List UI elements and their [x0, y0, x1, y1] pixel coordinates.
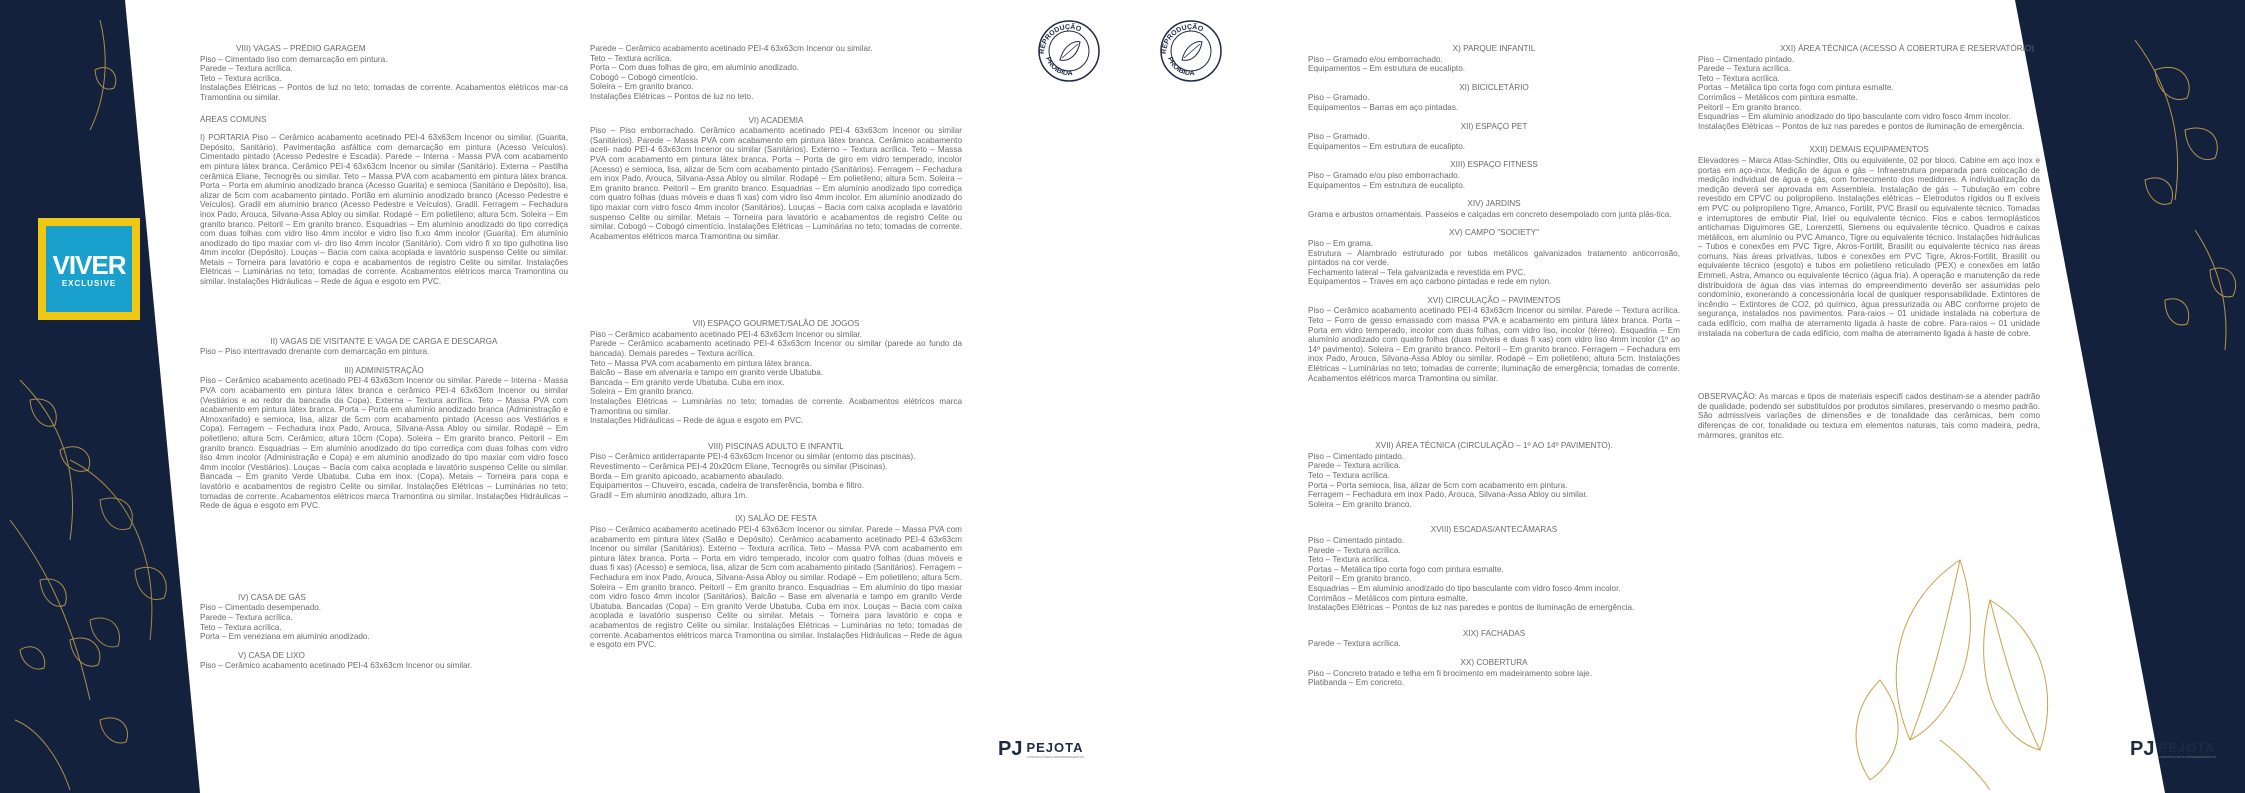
spec-column-4: [1698, 44, 2040, 449]
pejota-icon: PJ: [998, 738, 1023, 760]
section-body: Piso – Gramado. Equipamentos – Em estrutura de eucalipto.: [1308, 132, 1466, 151]
section-bicicletario: [1308, 83, 1680, 113]
section-vagas-garagem: [200, 44, 568, 103]
section-body: Piso – Piso emborrachado. Cerâmico acabamento acetinado PEI-4 63x63cm Incenor ou similar (Sanitários). Parede – Massa PVA com acabamento em pintura látex branca. Cerâmico acabamento aceti- nado PEI-4 63x63cm Incenor ou similar (Sanitários). Externo – Textura acrílica. Teto – Massa PVA com acabamento em pintura látex branca. Porta – Porta de giro em vidro temperado, incolor (Acesso) e semioca, lisa, alizar de 5cm com acabamento pintado (Sanitários). Ferragem – Fechadura em inox Pado, Arouca, Silvana-Assa Abloy ou similar. Rodapé – Em polietileno; altura 5cm. Soleira – Em granito branco. Peitoril – Em granito branco. Esquadrias – Em alumínio anodizado tipo corrediça com quatro folhas (duas móveis e duas fi xas) com vidro liso 4mm incolor. Em alumínio anodizado do tipo maxiar com vidro fosco 4mm incolor (Sanitários). Louças – Bacia com caixa acoplada e lavatório suspenso Celite ou similar. Metais – Torneira para lavatório e acabamentos de registro Celite ou similar. Cobogó – Cobogó cimentício. Instalações Elétricas – Luminárias no teto; tomadas de corrente. Acabamentos elétricos marca Tramontina ou similar.: [590, 126, 962, 241]
section-body: Elevadores – Marca Atlas-Schindler, Otis ou equivalente, 02 por bloco. Cabine em aço inox e portas em aço-inox. Medição de água e gás – Infraestrutura preparada para colocação de medição individual de água e gás, com fornecimento dos medidores. A individualização da medição deverá ser aprovada em Assembleia. Instalação de gás – Tubulação em cobre revestido em CPVC ou polipropileno. Instalações elétricas – Eletrodutos rígidos ou fl exíveis em PVC ou polipropileno Tigre, Amanco, Fortilit, PVC Brasil ou equivalente técnico. Tomadas e interruptores de embutir Pial, Iriel ou equivalente técnico. Fios e cabos termoplásticos antichamas Diguimores GE, Lorenzetti, Siemens ou equivalente técnico. Quadros e caixas metálicos, em alumínio ou PVC Amanco, Tigre ou equivalente técnico. Instalações hidráulicas – Tubos e conexões em PVC Tigre, Akros-Fortilit, Brasilit ou equivalente técnico nas áreas comuns. Nas áreas privativas, tubos e conexões em PVC Tigre, Akros-Fortilit, Brasilit ou equivalente técnico (esgoto) e tubos em polietileno reticulado (PEX) e conexões em latão Emmeti, Astra, Amanco ou equivalente técnico (água fria). A operação e manutenção da rede distribuidora de água das vias internas do empreendimento deverão ser assumidas pelo condomínio, exonerando a concessionária local de qualquer responsabilidade. Extintores de incêndio – Extintores de CO2, pó químico, água pressurizada ou ABC conforme projeto de segurança, instalados nos pavimentos. Para-raios – 01 unidade instalada na cobertura de cada edifício, com malha de aterramento ligada à haste de cobre. Para-raios – 01 unidade instalada na cobertura de cada edifício, com malha de aterramento ligada à haste de cobre.: [1698, 155, 2040, 338]
section-title: VIII) VAGAS – PRÉDIO GARAGEM: [236, 44, 366, 53]
section-title: XVIII) ESCADAS/ANTECÂMARAS: [1430, 525, 1558, 535]
svg-text:REPRODUÇÃO: [1161, 22, 1205, 54]
section-body: Parede – Cerâmico acabamento acetinado PEI-4 63x63cm Incenor ou similar. Teto – Textura acrílica. Porta – Com duas folhas de giro, em alumínio anodizado. Cobogó – Cobogó cimentício. Soleira – Em granito branco. Instalações Elétricas – Pontos de luz no teto.: [590, 44, 873, 101]
section-parque-infantil: [1308, 44, 1680, 74]
section-piscinas: [590, 442, 962, 501]
section-administracao: [200, 366, 568, 511]
stamp-bottom-text: PROIBIDA: [1166, 56, 1195, 78]
section-body: Piso – Cimentado pintado. Parede – Textura acrílica. Teto – Textura acrílica. Portas – Metálica tipo corta fogo com pintura esmalte. Corrimãos – Metálicos com pintura esmalte. Peitoril – Em granito branco. Esquadrias – Em alumínio anodizado do tipo basculante com vidro fosco 4mm incolor. Instalações Elétricas – Pontos de luz nas paredes e pontos de iluminação de emergência.: [1698, 54, 2025, 131]
section-title: XII) ESPAÇO PET: [1460, 121, 1528, 131]
viver-exclusive-logo: [38, 218, 140, 320]
section-body: Piso – Cerâmico antiderrapante PEI-4 63x63cm Incenor ou similar (entorno das piscinas). Revestimento – Cerâmica PEI-4 20x20cm Eliane, Tecnogrês ou similar (Piscinas). Borda – Em granito apicoado, acabamento abaulado. Equipamentos – Chuveiro, escada, cadeira de transferência, bomba e filtro. Gradil – Em alumínio anodizado, altura 1m.: [590, 452, 916, 500]
section-casa-lixo-cont: [590, 44, 962, 102]
section-campo-society: [1308, 228, 1680, 287]
pejota-wordmark: PEJOTA: [2158, 740, 2216, 755]
section-body: Piso – Gramado. Equipamentos – Barras em aço pintadas.: [1308, 93, 1459, 112]
section-casa-gas: [200, 593, 568, 642]
section-body: Piso – Cimentado pintado. Parede – Textura acrílica. Teto – Textura acrílica. Portas – Metálica tipo corta fogo com pintura esmalte. Peitoril – Em granito branco. Esquadrias – Em alumínio anodizado do tipo basculante com vidro fosco 4mm incolor. Corrimãos – Metálicos com pintura esmalte. Instalações Elétricas – Pontos de luz nas paredes e pontos de iluminação de emergência.: [1308, 535, 1635, 613]
section-title: XIII) ESPAÇO FITNESS: [1450, 160, 1538, 170]
spec-column-2: [590, 44, 962, 659]
section-title: XXII) DEMAIS EQUIPAMENTOS: [1809, 145, 1929, 155]
section-title: XVI) CIRCULAÇÃO – PAVIMENTOS: [1427, 295, 1561, 305]
section-title: IX) SALÃO DE FESTA: [735, 514, 817, 524]
section-body: Piso – Cimentado pintado. Parede – Textura acrílica. Teto – Textura acrílica. Porta – Porta semioca, lisa, alizar de 5cm com acabamento em pintura. Ferragem – Fechadura em inox Pado, Arouca, Silvana-Assa Abloy ou similar. Soleira – Em granito branco.: [1308, 451, 1588, 509]
section-body: Piso – Cerâmico acabamento acetinado PEI-4 63x63cm Incenor ou similar. Parede – Interna - Massa PVA com acabamento em pintura látex branca e cerâmico PEI-4 63x63cm Incenor ou similar (Vestiários e ao redor da bancada da Copa). Externa – Textura acrílica. Teto – Massa PVA com acabamento em pintura látex branca. Porta – Porta em alumínio anodizado branca (Administração e Almoxarifado) e semioca, lisa, alizar de 5cm com acabamento pintado (Acesso aos Vestiários e Copa). Ferragem – Fechadura inox Pado, Arouca, Silvana-Assa Abloy ou similar. Rodapé – Em polietileno; altura 5cm. Cerâmico; altura 10cm (Copa). Soleira – Em granito branco. Peitoril – Em granito branco. Esquadrias – Em alumínio anodizado do tipo corrediça com duas folhas com vidro liso 4mm incolor (Administração e Copa) e em alumínio anodizado do tipo maxiar com vidro fosco 4mm incolor (Vestiários). Louças – Bacia com caixa acoplada e lavatório suspenso Celite ou similar. Bancada – Em granito Verde Ubatuba. Cuba em inox. (Copa). Metais – Torneira para copa e lavatório e acabamentos de registro Celite ou similar. Instalações Elétricas – Luminárias no teto; tomadas de corrente. Acabamentos elétricos marca Tramontina ou similar. Instalações Hidráulicas – Rede de água e esgoto em PVC.: [200, 376, 568, 511]
section-observacao: [1698, 392, 2040, 440]
section-cobertura: [1308, 658, 1680, 688]
stamp-bottom-text: PROIBIDA: [1044, 56, 1073, 78]
section-body: Piso – Concreto tratado e telha em fi brocimento em madeiramento sobre laje. Platibanda – Em concreto.: [1308, 668, 1592, 688]
section-title: VI) ACADEMIA: [748, 115, 804, 125]
section-body: Piso – Em grama. Estrutura – Alambrado estruturado por tubos metálicos galvanizados tratamento anticorrosão, pintados na cor verde. Fechamento lateral – Tela galvanizada e revestida em PVC. Equipamentos – Traves em aço carbono pintadas e rede em nylon.: [1308, 238, 1680, 287]
section-body: Piso – Cimentado desempenado. Parede – Textura acrílica. Teto – Textura acrílica. Porta – Em veneziana em alumínio anodizado.: [200, 603, 370, 642]
section-area-tecnica-circulacao: [1308, 441, 1680, 509]
pejota-tagline: CONSTRUÇÕES E EMPREENDIMENTOS: [2158, 755, 2217, 759]
section-title: XXI) ÁREA TÉCNICA (ACESSO À COBERTURA E RESERVATÓRIO): [1779, 44, 2034, 53]
stamp-top-text: REPRODUÇÃO: [1160, 23, 1205, 55]
section-body: Piso – Cerâmico acabamento acetinado PEI-4 63x63cm Incenor ou similar. (Guarita, Depósito, Sanitário). Pavimentação asfáltica com demarcação em pintura (Acesso Veículos). Cimentado pintado (Acesso Pedestre e Escada). Parede – Interna - Massa PVA com acabamento em pintura látex branca. Cerâmico PEI-4 63x63cm Incenor ou similar (Sanitário). Externa – Pastilha cerâmica Eliane, Tecnogrês ou similar. Teto – Massa PVA com acabamento em pintura látex branca. Porta – Porta em alumínio anodizado branca (Acesso Guarita) e semioca (Sanitário e Depósito), lisa, alizar de 5cm com acabamento pintado. Portão em alumínio anodizado branco (Acesso Pedestre e Veículos). Gradil em alumínio branco (Acesso Pedestre e Veículos). Gradil. Ferragem – Fechadura inox Pado, Arouca, Silvana-Assa Abloy ou similar. Rodapé – Em polietileno; altura 5cm. Soleira – Em granito branco. Peitoril – Em granito branco. Esquadrias – Em alumínio anodizado do tipo corrediça com duas folhas com vidro liso 4mm incolor e vidro liso fi.xo 4mm incolor (Guarita). Em alumínio anodizado do tipo maxiar com vi- dro liso 4mm incolor (Sanitário). Com vidro fi xo tipo gulhotina liso 4mm incolor (Depósito). Louças – Bacia com caixa acoplada e lavatório suspenso Celite ou similar. Metais – Torneira para lavatório e copa e acabamentos de registro Celite ou similar. Instalações Elétricas – Luminárias no teto; tomadas de corrente. Acabamentos elétricos marca Tramontina ou similar. Instalações Hidráulicas – Rede de água e esgoto em PVC.: [200, 133, 568, 287]
section-jardins: [1308, 199, 1680, 219]
section-espaco-gourmet: [590, 319, 962, 426]
section-area-tecnica-cobertura: [1698, 44, 2040, 131]
pejota-wordmark: PEJOTA: [1026, 740, 1084, 755]
section-title: V) CASA DE LIXO: [238, 650, 305, 660]
logo-text-sub: EXCLUSIVE: [61, 279, 117, 288]
section-title: VIII) PISCINAS ADULTO E INFANTIL: [708, 441, 844, 451]
section-body: Parede – Textura acrílica.: [1308, 639, 1401, 649]
section-body: Piso – Cerâmico acabamento acetinado PEI-4 63x63cm Incenor ou similar. Parede – Massa PVA com acabamento em pintura látex (Salão e Depósito). Cerâmico acabamento acetinado PEI-4 63x63cm Incenor ou similar (Sanitários). Externo – Textura acrílica. Teto – Massa PVA com acabamento em pintura látex branca. Porta – Porta em vidro temperado, incolor com quatro folhas (duas móveis e duas fi xas) (Acesso) e semioca, lisa, alizar de 5cm com acabamento pintado (Sanitários). Ferragem – Fechadura em inox Pado, Arouca, Silvana-Assa Abloy ou similar. Rodapé – Em polietileno; altura 5cm. Soleira – Em granito branco. Peitoril – Em granito branco. Esquadrias – Em alumínio do tipo maxiar com vidro fosco 4mm incolor (Sanitários). Balcão – Base em alvenaria e tampo em granito Verde Ubatuba. Bancadas (Copa) – Em granito Verde Ubatuba. Cuba em inox. Louças – Bacia com caixa acoplada e lavatório suspenso Celite ou similar. Metais – Torneira para lavatório e copa e acabamentos de registro Celite ou similar. Instalações Elétricas – Luminárias no teto; tomadas de corrente. Acabamentos elétricos marca Tramontina ou similar. Instalações Hidráulicas – Rede de água e esgoto em PVC.: [590, 524, 962, 650]
section-fachadas: [1308, 629, 1680, 649]
section-casa-lixo: [200, 651, 568, 671]
section-areas-comuns: [200, 115, 568, 125]
pejota-logo-right: [2130, 738, 2216, 761]
section-title: XVII) ÁREA TÉCNICA (CIRCULAÇÃO – 1º AO 14º PAVIMENTO).: [1375, 441, 1613, 451]
section-title: II) VAGAS DE VISITANTE E VAGA DE CARGA E DESCARGA: [270, 336, 498, 346]
section-title: I) PORTARIA: [200, 133, 249, 143]
section-vagas-visitante: [200, 337, 568, 357]
section-title: IV) CASA DE GÁS: [238, 592, 306, 602]
section-title: XI) BICICLETÁRIO: [1459, 82, 1529, 92]
spec-column-1: [200, 44, 568, 680]
observation-note: OBSERVAÇÃO: As marcas e tipos de materiais especifi cados destinam-se a atender padrão de qualidade, podendo ser substituídos por produtos similares, preservando o mesmo padrão. São admissíveis variações de dimensões e de tonalidade das cerâmicas, bem como diferenças de cor, tonalidade ou textura em elementos naturais, tais como madeira, pedra, mármores, granitos etc.: [1698, 392, 2040, 440]
section-heading: ÁREAS COMUNS: [200, 114, 267, 124]
section-body: Piso – Cerâmico acabamento acetinado PEI-4 63x63cm Incenor ou similar. Parede – Cerâmico acabamento acetinado PEI-4 63x63cm Incenor ou similar (parede ao fundo da bancada). Demais paredes – Textura acrílica. Teto – Massa PVA com acabamento em pintura látex branca. Balcão – Base em alvenaria e tampo em granito verde Ubatuba. Bancada – Em granito verde Ubatuba. Cuba em inox. Soleira – Em granito branco. Instalações Elétricas – Luminárias no teto; tomadas de corrente. Acabamentos elétricos marca Tramontina ou similar. Instalações Hidráulicas – Rede de água e esgoto em PVC.: [590, 329, 962, 426]
reproduction-prohibited-stamp-2: [1158, 18, 1224, 84]
section-body: Piso – Cerâmico acabamento acetinado PEI-4 63x63cm Incenor ou similar. Parede – Textura acrílica. Teto – Forro de gesso emassado com massa PVA e acabamento em pintura látex branca. Porta – Porta em vidro temperado, incolor com duas folhas, com vidro liso, incolor (térreo). Esquadria – Em alumínio anodizado com quatro folhas (duas móveis e duas fi xas) com vidro liso 4mm incolor (1º ao 14º pavimento). Soleira – Em granito branco. Peitoril – Em granito branco. Ferragem – Fechadura em inox Pado, Arouca, Silvana-Assa Abloy ou similar. Rodapé – Em polietileno; altura 5cm. Instalações Elétricas – Luminárias no teto; tomadas de corrente; iluminação de emergência; tomadas de corrente. Acabamentos elétricos marca Tramontina ou similar.: [1308, 306, 1680, 383]
section-title: XV) CAMPO "SOCIETY": [1449, 228, 1539, 238]
section-title: X) PARQUE INFANTIL: [1452, 44, 1536, 53]
stamp-top-text: REPRODUÇÃO: [1038, 23, 1083, 55]
section-espaco-pet: [1308, 122, 1680, 152]
section-title: VII) ESPAÇO GOURMET/SALÃO DE JOGOS: [692, 319, 860, 329]
section-title: XIV) JARDINS: [1467, 199, 1521, 209]
section-escadas: [1308, 525, 1680, 612]
gold-leaf-illustration-left: [40, 440, 210, 720]
svg-text:REPRODUÇÃO: [1039, 22, 1083, 54]
spec-column-3: [1308, 44, 1680, 697]
section-body: Piso – Cimentado liso com demarcação em pintura. Parede – Textura acrílica. Teto – Textura acrílica. Instalações Elétricas – Pontos de luz no teto; tomadas de corrente. Acabamentos elétricos mar-ca Tramontina ou similar.: [200, 54, 568, 102]
section-demais-equipamentos: [1698, 145, 2040, 338]
pejota-icon: PJ: [2130, 738, 2155, 760]
logo-text-main: VIVER: [52, 250, 126, 280]
section-body: Grama e arbustos ornamentais. Passeios e calçadas em concreto desempolado com junta plás-tica.: [1308, 209, 1672, 219]
section-title: III) ADMINISTRAÇÃO: [344, 365, 424, 375]
section-title: XX) COBERTURA: [1460, 657, 1528, 667]
section-espaco-fitness: [1308, 160, 1680, 190]
section-portaria: [200, 133, 568, 287]
section-body: Piso – Gramado e/ou emborrachado. Equipamentos – Em estrutura de eucalipto.: [1308, 54, 1466, 74]
section-body: Piso – Cerâmico acabamento acetinado PEI-4 63x63cm Incenor ou similar.: [200, 661, 473, 671]
section-academia: [590, 116, 962, 242]
gold-leaf-illustration: [1840, 540, 2080, 790]
section-body: Piso – Piso intertravado drenante com demarcação em pintura.: [200, 347, 430, 357]
pejota-tagline: CONSTRUÇÕES E EMPREENDIMENTOS: [1026, 755, 1085, 759]
pejota-logo: [998, 738, 1084, 761]
section-title: XIX) FACHADAS: [1462, 628, 1526, 638]
section-salao-festa: [590, 514, 962, 649]
section-body: Piso – Gramado e/ou piso emborrachado. Equipamentos – Em estrutura de eucalipto.: [1308, 170, 1466, 190]
reproduction-prohibited-stamp: [1036, 18, 1102, 84]
section-circulacao: [1308, 296, 1680, 383]
